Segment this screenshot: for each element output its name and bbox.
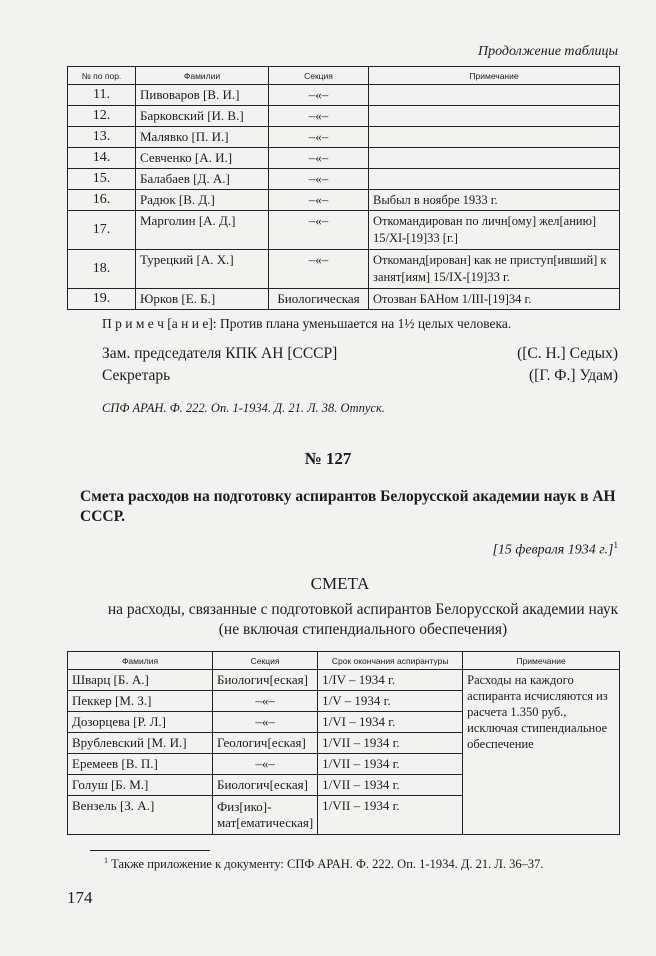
section: –«– — [269, 85, 369, 106]
column-header: Фамилии — [136, 67, 269, 85]
note: Выбыл в ноябре 1933 г. — [369, 190, 620, 211]
table-row — [68, 127, 620, 148]
surname: Турецкий [А. Х.] — [136, 250, 269, 289]
signature-role: Зам. председателя КПК АН [СССР] — [102, 345, 338, 362]
table-row — [68, 289, 620, 310]
note: Отозван БАНом 1/III-[19]34 г. — [369, 289, 620, 310]
note: Откоманд[ирован] как не приступ[ивший] к занят[иям] 15/IX-[19]33 г. — [369, 250, 620, 289]
column-header: Фамилия — [68, 652, 213, 670]
note — [369, 106, 620, 127]
table-row — [68, 670, 620, 691]
footnote — [104, 856, 543, 872]
end-date: 1/VI – 1934 г. — [318, 712, 463, 733]
table-header-row — [68, 652, 620, 670]
section: –«– — [269, 148, 369, 169]
surname: Барковский [И. В.] — [136, 106, 269, 127]
row-number: 14. — [68, 148, 136, 169]
table-continuation-label: Продолжение таблицы — [477, 44, 618, 59]
table-row — [68, 250, 620, 289]
date-text: [15 февраля 1934 г.] — [492, 542, 614, 558]
column-header: Секция — [213, 652, 318, 670]
row-number: 16. — [68, 190, 136, 211]
section: –«– — [269, 211, 369, 250]
row-number: 15. — [68, 169, 136, 190]
surname: Дозорцева [Р. Л.] — [68, 712, 213, 733]
table-row — [68, 211, 620, 250]
smeta-heading: СМЕТА — [310, 574, 370, 593]
footnote-divider — [90, 850, 210, 851]
end-date: 1/VII – 1934 г. — [318, 775, 463, 796]
row-number: 12. — [68, 106, 136, 127]
end-date: 1/VII – 1934 г. — [318, 754, 463, 775]
note — [369, 85, 620, 106]
surname: Голуш [Б. М.] — [68, 775, 213, 796]
surname: Юрков [Е. Б.] — [136, 289, 269, 310]
document-date — [492, 540, 618, 559]
section: Биологич[еская] — [213, 775, 318, 796]
table-header-row — [68, 67, 620, 85]
page-number: 174 — [67, 888, 93, 907]
surname: Пеккер [М. З.] — [68, 691, 213, 712]
table-row — [68, 190, 620, 211]
smeta-subtitle — [70, 600, 656, 640]
end-date: 1/IV – 1934 г. — [318, 670, 463, 691]
surname: Шварц [Б. А.] — [68, 670, 213, 691]
end-date: 1/VII – 1934 г. — [318, 733, 463, 754]
signature-name: ([С. Н.] Седых) — [517, 345, 618, 362]
table-row — [68, 148, 620, 169]
section: Геологич[еская] — [213, 733, 318, 754]
note — [369, 169, 620, 190]
section: –«– — [269, 190, 369, 211]
surname: Радюк [В. Д.] — [136, 190, 269, 211]
smeta-table — [67, 651, 620, 835]
signature-name: ([Г. Ф.] Удам) — [529, 367, 618, 384]
note: Откомандирован по личн[ому] жел[анию] 15/XI-[19]33 [г.] — [369, 211, 620, 250]
row-number: 19. — [68, 289, 136, 310]
row-number: 18. — [68, 250, 136, 289]
footnote-text: Также приложение к документу: СПФ АРАН. Ф. 222. Оп. 1-1934. Д. 21. Л. 36–37. — [111, 857, 544, 872]
section: –«– — [269, 127, 369, 148]
surname: Балабаев [Д. А.] — [136, 169, 269, 190]
signature-role: Секретарь — [102, 367, 171, 384]
surname: Пивоваров [В. И.] — [136, 85, 269, 106]
document-number: № 127 — [304, 449, 352, 468]
table-row — [68, 106, 620, 127]
column-header: № по пор. — [68, 67, 136, 85]
column-header: Секция — [269, 67, 369, 85]
end-date: 1/V – 1934 г. — [318, 691, 463, 712]
smeta-subtitle-line: (не включая стипендиального обеспечения) — [218, 621, 508, 638]
section: Биологич[еская] — [213, 670, 318, 691]
section: –«– — [213, 712, 318, 733]
surname: Севченко [А. И.] — [136, 148, 269, 169]
note-text: Против плана уменьшается на 1½ целых человека. — [219, 316, 512, 331]
section: Физ[ико]-мат[ематическая] — [213, 796, 318, 835]
section: –«– — [269, 250, 369, 289]
end-date: 1/VII – 1934 г. — [318, 796, 463, 835]
smeta-subtitle-line: на расходы, связанные с подготовкой аспирантов Белорусской академии наук — [107, 601, 619, 618]
surname: Еремеев [В. П.] — [68, 754, 213, 775]
personnel-table — [67, 66, 620, 310]
note — [369, 127, 620, 148]
section: Биологическая — [269, 289, 369, 310]
surname: Врублевский [М. И.] — [68, 733, 213, 754]
table-row — [68, 169, 620, 190]
table-row — [68, 85, 620, 106]
row-number: 11. — [68, 85, 136, 106]
footnote-mark: 1 — [104, 856, 108, 865]
surname: Малявко [П. И.] — [136, 127, 269, 148]
note — [369, 148, 620, 169]
document-title: Смета расходов на подготовку аспирантов Белорусской академии наук в АН СССР. — [80, 488, 616, 525]
column-header: Срок окончания аспирантуры — [318, 652, 463, 670]
section: –«– — [269, 106, 369, 127]
archive-source: СПФ АРАН. Ф. 222. Оп. 1-1934. Д. 21. Л. 38. Отпуск. — [102, 401, 385, 415]
row-number: 17. — [68, 211, 136, 250]
column-header: Примечание — [463, 652, 620, 670]
note-label: П р и м е ч [а н и е]: — [102, 316, 217, 331]
column-header: Примечание — [369, 67, 620, 85]
section: –«– — [213, 754, 318, 775]
row-number: 13. — [68, 127, 136, 148]
surname: Вензель [З. А.] — [68, 796, 213, 835]
section: –«– — [213, 691, 318, 712]
section: –«– — [269, 169, 369, 190]
footnote-mark: 1 — [613, 540, 618, 550]
table-note — [102, 316, 511, 332]
surname: Марголин [А. Д.] — [136, 211, 269, 250]
cost-note: Расходы на каждого аспиранта исчисляются из расчета 1.350 руб., исключая стипендиальное обеспечение — [463, 670, 620, 835]
